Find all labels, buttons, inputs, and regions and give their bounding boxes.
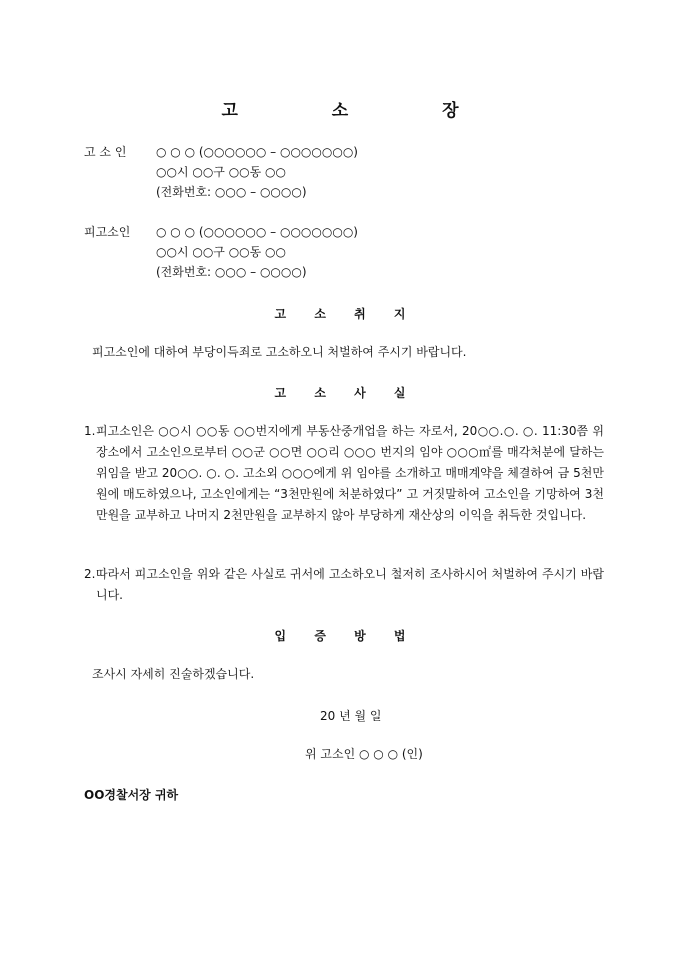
accused-label: 피고소인	[84, 225, 131, 239]
fact-item-2	[84, 564, 604, 606]
facts-heading: 고 소 사 실	[274, 386, 418, 400]
purpose-heading: 고 소 취 지	[274, 307, 418, 321]
fact-item-1	[84, 421, 604, 526]
fact-text: 피고소인은 ○○시 ○○동 ○○번지에게 부동산중개업을 하는 자로서, 20○○.○. ○. 11:30쯤 위 장소에서 고소인으로부터 ○○군 ○○면 ○○리 ○○○ 번지의 임야 ○○○㎡를 매각처분에 달하는 위임을 받고 20○○. ○. ○. 고소외 ○○○에게 위 임야를 소개하고 매매계약을 체결하여 금 5천만원에 매도하였으나, 고소인에게는 “3천만원에 처분하였다” 고 거짓말하여 고소인을 기망하여 3천만원을 교부하고 나머지 2천만원을 교부하지 않아 부당하게 재산상의 이익을 취득한 것입니다.	[96, 424, 604, 522]
signature-line: 위 고소인 ○ ○ ○ (인)	[305, 747, 423, 761]
complainant-block	[84, 142, 604, 202]
accused-name-id: ○ ○ ○ (○○○○○○ – ○○○○○○○)	[156, 225, 358, 239]
fact-number: 2.	[84, 567, 96, 581]
date-line: 20 년 월 일	[320, 709, 382, 723]
accused-block	[84, 222, 604, 282]
purpose-text: 피고소인에 대하여 부당이득죄로 고소하오니 처벌하여 주시기 바랍니다.	[92, 345, 467, 359]
accused-address: ○○시 ○○구 ○○동 ○○	[156, 245, 286, 259]
fact-text: 따라서 피고소인을 위와 같은 사실로 귀서에 고소하오니 철저히 조사하시어 처벌하여 주시기 바랍니다.	[96, 567, 604, 602]
fact-number: 1.	[84, 424, 96, 438]
recipient: OO경찰서장 귀하	[84, 788, 179, 802]
complainant-address: ○○시 ○○구 ○○동 ○○	[156, 165, 286, 179]
accused-phone: (전화번호: ○○○ – ○○○○)	[156, 265, 307, 279]
complainant-phone: (전화번호: ○○○ – ○○○○)	[156, 185, 307, 199]
complainant-name-id: ○ ○ ○ (○○○○○○ – ○○○○○○○)	[156, 145, 358, 159]
complainant-label: 고 소 인	[84, 145, 127, 159]
evidence-text: 조사시 자세히 진술하겠습니다.	[92, 667, 255, 681]
evidence-heading: 입 증 방 법	[274, 629, 418, 643]
document-title: 고 소 장	[221, 101, 503, 121]
